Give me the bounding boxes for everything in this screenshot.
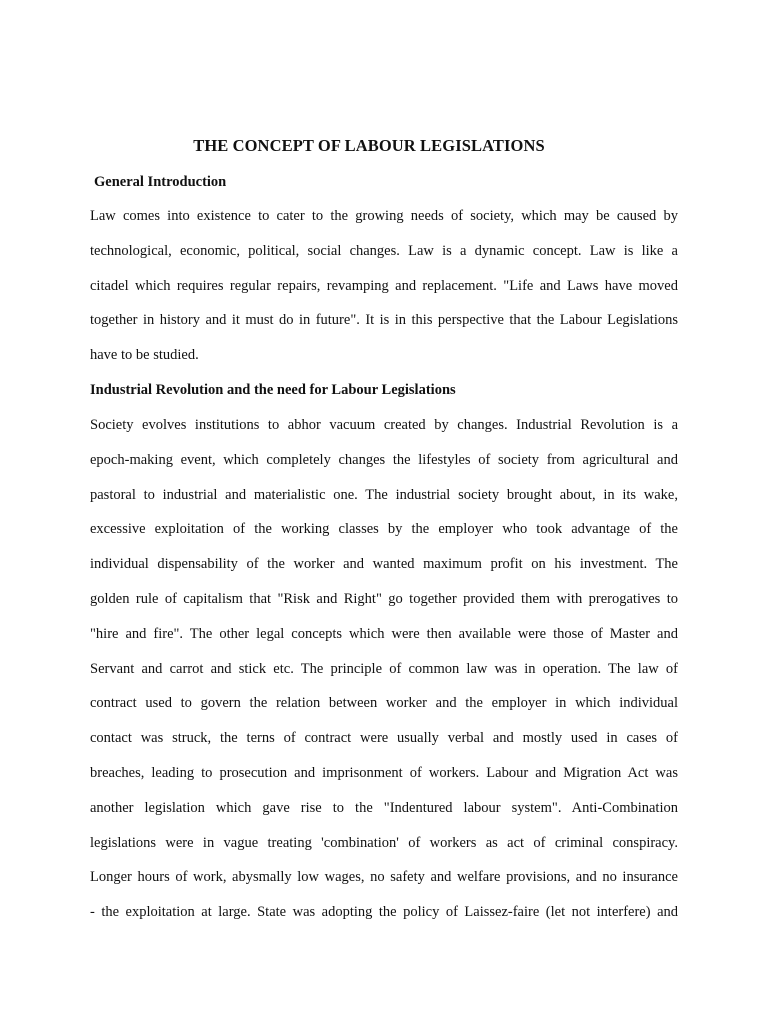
paragraph-line: golden rule of capitalism that "Risk and Right" go together provided them with prerogatives to	[90, 590, 678, 607]
section-heading-industrial-revolution: Industrial Revolution and the need for Labour Legislations	[90, 382, 456, 398]
paragraph-line: breaches, leading to prosecution and imprisonment of workers. Labour and Migration Act was	[90, 764, 678, 781]
document-title: THE CONCEPT OF LABOUR LEGISLATIONS	[193, 136, 545, 155]
paragraph-industrial-revolution	[90, 408, 678, 930]
paragraph-general-introduction	[90, 199, 678, 373]
paragraph-line: citadel which requires regular repairs, revamping and replacement. "Life and Laws have moved	[90, 277, 678, 294]
paragraph-line: Servant and carrot and stick etc. The principle of common law was in operation. The law of	[90, 660, 678, 677]
paragraph-line: "hire and fire". The other legal concepts which were then available were those of Master and	[90, 625, 678, 642]
paragraph-line: individual dispensability of the worker and wanted maximum profit on his investment. The	[90, 556, 678, 573]
paragraph-line: another legislation which gave rise to the "Indentured labour system". Anti-Combination	[90, 799, 678, 816]
paragraph-line: contact was struck, the terns of contract were usually verbal and mostly used in cases of	[90, 730, 678, 747]
paragraph-line: technological, economic, political, social changes. Law is a dynamic concept. Law is like a	[90, 242, 678, 259]
paragraph-line: legislations were in vague treating 'combination' of workers as act of criminal conspiracy.	[90, 834, 678, 851]
paragraph-line: - the exploitation at large. State was adopting the policy of Laissez-faire (let not interfere) and	[90, 904, 678, 921]
paragraph-line: have to be studied.	[90, 347, 199, 364]
paragraph-line: epoch-making event, which completely changes the lifestyles of society from agricultural and	[90, 451, 678, 468]
paragraph-line: pastoral to industrial and materialistic one. The industrial society brought about, in its wake,	[90, 486, 678, 503]
paragraph-line: Society evolves institutions to abhor vacuum created by changes. Industrial Revolution is a	[90, 417, 678, 433]
paragraph-line: Law comes into existence to cater to the growing needs of society, which may be caused by	[90, 208, 678, 224]
paragraph-line: together in history and it must do in future". It is in this perspective that the Labour Legislations	[90, 312, 678, 329]
section-heading-general-introduction: General Introduction	[94, 174, 227, 190]
paragraph-line: contract used to govern the relation between worker and the employer in which individual	[90, 695, 678, 712]
paragraph-line: excessive exploitation of the working classes by the employer who took advantage of the	[90, 521, 678, 538]
paragraph-line: Longer hours of work, abysmally low wages, no safety and welfare provisions, and no insurance	[90, 869, 678, 886]
